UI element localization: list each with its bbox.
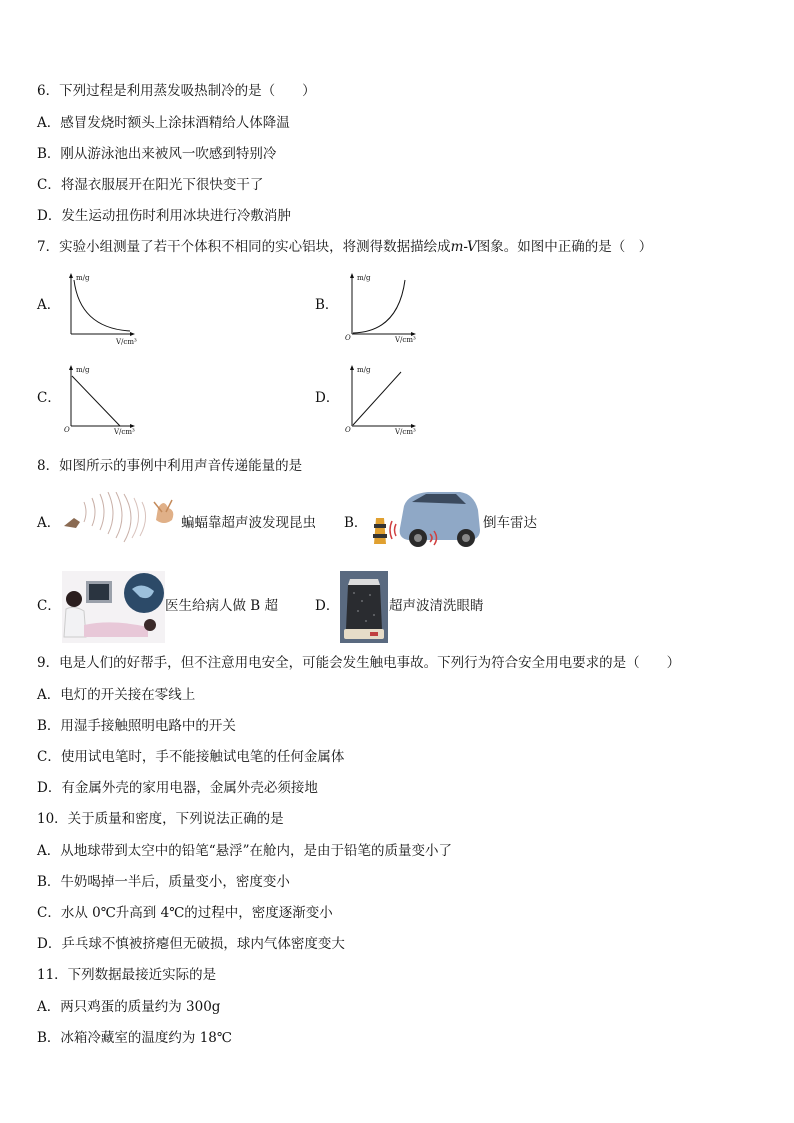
q9-stem: 9．电是人们的好帮手，但不注意用电安全，可能会发生触电事故。下列行为符合安全用电要求的是（ ） <box>37 655 681 671</box>
y-axis-arrow <box>69 273 73 278</box>
q7-option-c-letter: C． <box>37 390 61 406</box>
q10-option-c: C．水从 0℃升高到 4℃的过程中，密度逐渐变小 <box>37 905 333 921</box>
q8-option-a-caption: 蝙蝠靠超声波发现昆虫 <box>181 515 316 531</box>
bat-ultrasound-image <box>62 492 180 554</box>
q11-option-b: B．冰箱冷藏室的温度约为 18℃ <box>37 1030 232 1046</box>
q7-graph-b <box>343 270 423 345</box>
q6-stem: 6．下列过程是利用蒸发吸热制冷的是（ ） <box>37 83 316 99</box>
increasing-curve <box>353 280 405 333</box>
q7-graph-d <box>343 362 423 437</box>
q7-stem <box>37 238 652 256</box>
increasing-line <box>353 372 401 425</box>
q8-option-d-letter: D． <box>315 598 340 614</box>
x-axis-label: V/cm³ <box>395 336 416 344</box>
q9-option-a: A．电灯的开关接在零线上 <box>37 687 196 703</box>
ultrasonic-cleaner-image <box>340 571 388 643</box>
q8-option-c-letter: C． <box>37 598 61 614</box>
q6-option-c: C．将湿衣服展开在阳光下很快变干了 <box>37 177 264 193</box>
q7-stem-pre: 7．实验小组测量了若干个体积不相同的实心铝块，将测得数据描绘成 <box>37 239 451 255</box>
q10-option-d: D．乒乓球不慎被挤瘪但无破损，球内气体密度变大 <box>37 936 345 952</box>
y-axis-label: m/g <box>357 366 371 374</box>
q6-option-d: D．发生运动扭伤时利用冰块进行冷敷消肿 <box>37 208 291 224</box>
b-ultrasound-exam-image <box>62 571 165 643</box>
q8-option-a-letter: A． <box>37 515 61 531</box>
origin-label: O <box>345 334 351 342</box>
q11-option-a: A．两只鸡蛋的质量约为 300g <box>37 999 221 1015</box>
y-axis-label: m/g <box>76 274 90 282</box>
q8-stem: 8．如图所示的事例中利用声音传递能量的是 <box>37 458 303 474</box>
origin-label: O <box>64 426 70 434</box>
q6-option-b: B．刚从游泳池出来被风一吹感到特别冷 <box>37 146 277 162</box>
q7-graph-a <box>62 270 142 345</box>
q6-option-a: A．感冒发烧时额头上涂抹酒精给人体降温 <box>37 115 290 131</box>
decreasing-line <box>72 376 120 426</box>
x-axis-label: V/cm³ <box>114 428 135 436</box>
q8-option-b-caption: 倒车雷达 <box>483 515 537 531</box>
q9-option-d: D．有金属外壳的家用电器，金属外壳必须接地 <box>37 780 318 796</box>
car-parking-radar-image <box>368 488 482 554</box>
q8-option-b-letter: B． <box>344 515 368 531</box>
q10-option-a: A．从地球带到太空中的铅笔“悬浮”在舱内，是由于铅笔的质量变小了 <box>37 843 453 859</box>
x-axis-label: V/cm³ <box>395 428 416 436</box>
q7-graph-c <box>62 362 142 437</box>
cleaner-body-icon <box>346 585 382 629</box>
x-axis-label: V/cm³ <box>116 338 137 346</box>
q7-option-b-letter: B． <box>315 297 339 313</box>
q8-option-c-caption: 医生给病人做 B 超 <box>165 598 279 614</box>
x-axis-arrow <box>130 332 135 336</box>
q9-option-c: C．使用试电笔时，手不能接触试电笔的任何金属体 <box>37 749 345 765</box>
traffic-cone-icon <box>374 518 386 544</box>
q7-option-a-letter: A． <box>37 297 61 313</box>
insect-icon <box>156 503 173 523</box>
decreasing-curve <box>74 280 130 331</box>
origin-label: O <box>345 426 351 434</box>
y-axis-label: m/g <box>357 274 371 282</box>
y-axis-label: m/g <box>76 366 90 374</box>
q10-stem: 10．关于质量和密度，下列说法正确的是 <box>37 811 284 827</box>
q10-option-b: B．牛奶喝掉一半后，质量变小，密度变小 <box>37 874 290 890</box>
q7-option-d-letter: D． <box>315 390 340 406</box>
q11-stem: 11．下列数据最接近实际的是 <box>37 967 217 983</box>
q7-stem-mv: m-V <box>450 239 477 255</box>
q7-stem-post: 图象。如图中正确的是（ ） <box>476 239 653 255</box>
q8-option-d-caption: 超声波清洗眼睛 <box>389 598 484 614</box>
q9-option-b: B．用湿手接触照明电路中的开关 <box>37 718 236 734</box>
bat-icon <box>64 518 80 528</box>
